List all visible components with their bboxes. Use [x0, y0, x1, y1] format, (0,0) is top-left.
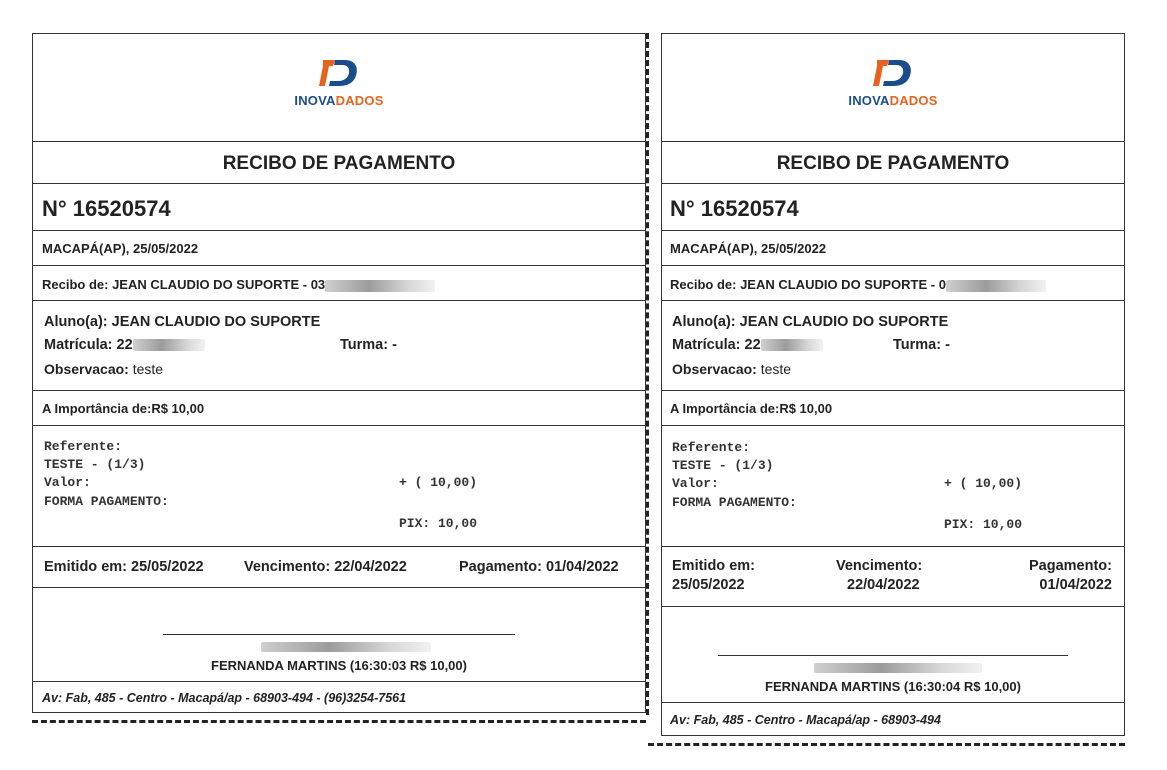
pix-amount: PIX: 10,00	[399, 516, 478, 531]
receipt-number: N° 16520574	[42, 196, 171, 221]
redacted-signer-id	[814, 659, 982, 677]
recibo-de: Recibo de: JEAN CLAUDIO DO SUPORTE - 03	[42, 277, 435, 292]
issued-date: 25/05/2022	[672, 577, 745, 593]
signature-row	[662, 606, 1124, 702]
due-date: Vencimento: 22/04/2022	[244, 559, 407, 575]
company-address: Av: Fab, 485 - Centro - Macapá/ap - 68903-494	[670, 713, 941, 727]
payment-method-label: FORMA PAGAMENTO:	[44, 494, 169, 509]
number-row	[662, 183, 1124, 230]
referente-label: Referente:	[672, 440, 751, 455]
receipt-title: RECIBO DE PAGAMENTO	[222, 153, 456, 174]
observation: Observacao: teste	[44, 361, 164, 377]
receipt-right	[661, 33, 1125, 736]
student-name: Aluno(a): JEAN CLAUDIO DO SUPORTE	[44, 314, 321, 330]
company-logo	[33, 56, 645, 108]
company-logo	[662, 56, 1124, 108]
amount-text: A Importância de:R$ 10,00	[670, 401, 833, 416]
receipt-left	[32, 33, 646, 713]
student-row	[33, 300, 645, 390]
cut-line-horizontal-right	[648, 743, 1125, 746]
valor-label: Valor:	[44, 475, 91, 490]
company-address: Av: Fab, 485 - Centro - Macapá/ap - 68903-494 - (96)3254-7561	[42, 691, 407, 705]
address-row	[33, 681, 645, 714]
number-row	[33, 183, 645, 230]
student-name: Aluno(a): JEAN CLAUDIO DO SUPORTE	[672, 314, 949, 330]
inovadados-logo-icon	[317, 56, 361, 90]
city-date: MACAPÁ(AP), 25/05/2022	[42, 241, 199, 256]
redacted-enrollment	[761, 339, 823, 351]
amount-row	[33, 390, 645, 425]
issued-label: Emitido em:	[672, 558, 755, 574]
recibo-de: Recibo de: JEAN CLAUDIO DO SUPORTE - 0	[670, 277, 1046, 292]
due-date: 22/04/2022	[847, 577, 920, 593]
redacted-document	[325, 280, 435, 292]
cut-line-horizontal-left	[32, 720, 646, 723]
title-row	[662, 141, 1124, 183]
signature-row	[33, 587, 645, 681]
city-date: MACAPÁ(AP), 25/05/2022	[670, 241, 827, 256]
dates-row	[662, 546, 1124, 606]
payment-method-label: FORMA PAGAMENTO:	[672, 495, 797, 510]
amount-text: A Importância de:R$ 10,00	[42, 401, 205, 416]
enrollment: Matrícula: 22	[672, 337, 823, 353]
inovadados-logo-icon	[871, 56, 915, 90]
valor-label: Valor:	[672, 476, 719, 491]
title-row	[33, 141, 645, 183]
receipt-number: N° 16520574	[670, 196, 799, 221]
signer-name: FERNANDA MARTINS (16:30:04 R$ 10,00)	[765, 679, 1021, 694]
class-group: Turma: -	[340, 337, 397, 353]
payment-label: Pagamento:	[1029, 558, 1112, 574]
valor-amount: + ( 10,00)	[944, 476, 1023, 491]
recibo-de-row	[662, 265, 1124, 300]
enrollment: Matrícula: 22	[44, 337, 205, 353]
valor-amount: + ( 10,00)	[399, 475, 478, 490]
class-group: Turma: -	[893, 337, 950, 353]
amount-row	[662, 390, 1124, 425]
referente-item: TESTE - (1/3)	[672, 458, 774, 473]
cut-line-vertical	[646, 33, 649, 715]
referente-label: Referente:	[44, 439, 123, 454]
city-date-row	[33, 230, 645, 265]
brand-name: INOVADADOS	[848, 93, 938, 108]
brand-name: INOVADADOS	[294, 93, 384, 108]
issued-date: Emitido em: 25/05/2022	[44, 559, 204, 575]
address-row	[662, 702, 1124, 737]
due-label: Vencimento:	[836, 558, 923, 574]
payment-date: Pagamento: 01/04/2022	[459, 559, 619, 575]
payment-date: 01/04/2022	[1039, 577, 1112, 593]
referente-row	[662, 425, 1124, 546]
signer-name: FERNANDA MARTINS (16:30:03 R$ 10,00)	[211, 658, 467, 673]
pix-amount: PIX: 10,00	[944, 517, 1023, 532]
recibo-de-row	[33, 265, 645, 300]
referente-row	[33, 425, 645, 546]
city-date-row	[662, 230, 1124, 265]
observation: Observacao: teste	[672, 361, 792, 377]
dates-row	[33, 546, 645, 587]
receipt-title: RECIBO DE PAGAMENTO	[776, 153, 1010, 174]
student-row	[662, 300, 1124, 390]
signature-line	[718, 655, 1068, 656]
redacted-document	[946, 280, 1046, 292]
referente-item: TESTE - (1/3)	[44, 457, 146, 472]
redacted-signer-id	[261, 638, 431, 656]
redacted-enrollment	[133, 339, 205, 351]
signature-line	[163, 634, 515, 635]
